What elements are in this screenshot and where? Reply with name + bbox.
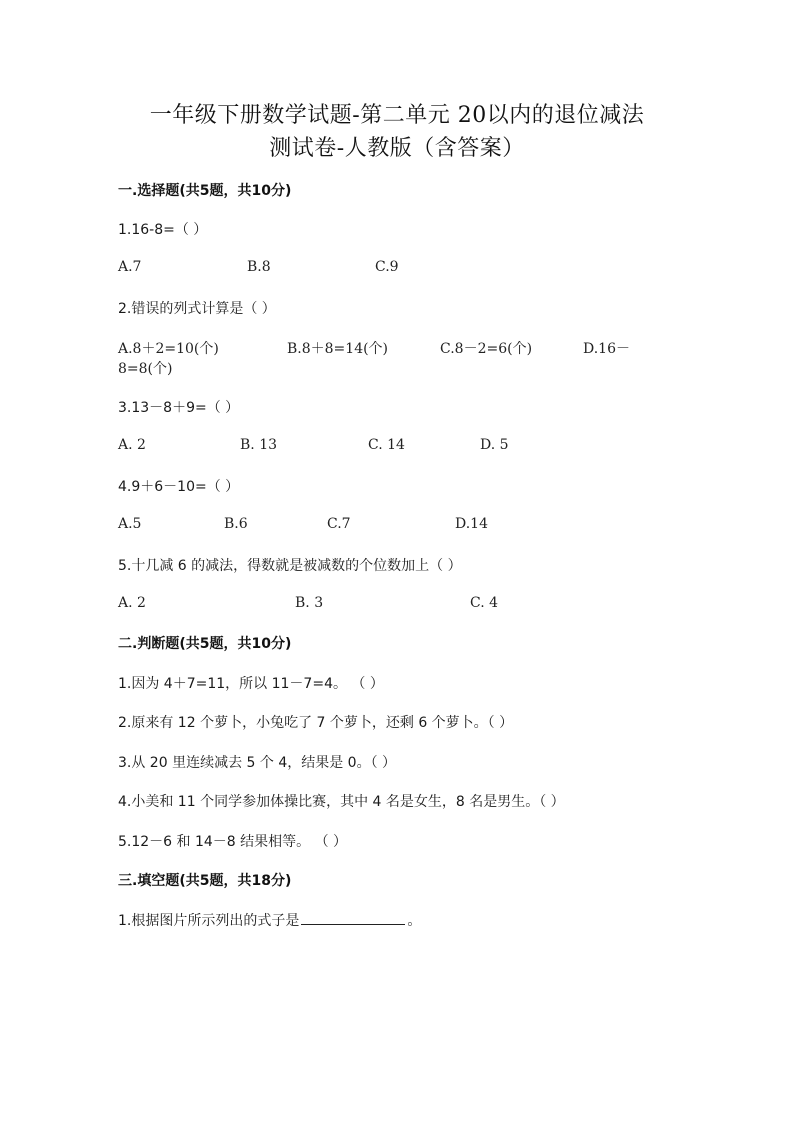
s1-question-3: 3.13－8＋9=（ ）	[118, 400, 240, 416]
s1-q4-option-d: D.14	[455, 516, 488, 532]
s3-q1-prompt: 1.根据图片所示列出的式子是	[118, 913, 300, 929]
s3-q1-end: 。	[407, 913, 422, 929]
s2-statement-5: 5.12－6 和 14－8 结果相等。 （ ）	[118, 834, 348, 850]
s1-q3-option-a: A. 2	[118, 437, 146, 453]
s1-q3-option-c: C. 14	[368, 437, 405, 453]
doc-title-line1: 一年级下册数学试题-第二单元 20以内的退位减法	[149, 103, 645, 128]
doc-title-line2: 测试卷-人教版（含答案）	[269, 136, 525, 161]
s1-question-2: 2.错误的列式计算是（ ）	[118, 301, 276, 317]
section2-header: 二.判断题(共5题，共10分)	[118, 636, 292, 652]
s1-q2-option-c: C.8－2=6(个)	[440, 341, 533, 357]
s1-q2-option-d-wrap: 8=8(个)	[118, 361, 173, 377]
s3-question-1	[118, 910, 421, 930]
answer-blank[interactable]	[301, 910, 405, 925]
s1-question-4: 4.9＋6－10=（ ）	[118, 479, 240, 495]
s1-q4-option-c: C.7	[327, 516, 351, 532]
section1-header: 一.选择题(共5题，共10分)	[118, 183, 292, 199]
s1-question-1: 1.16-8=（ ）	[118, 222, 208, 238]
s1-question-5: 5.十几减 6 的减法，得数就是被减数的个位数加上（ ）	[118, 558, 462, 574]
s2-statement-1: 1.因为 4＋7=11，所以 11－7=4。 （ ）	[118, 676, 384, 692]
s1-q5-option-a: A. 2	[118, 595, 146, 611]
s1-q4-option-a: A.5	[118, 516, 142, 532]
s1-q5-option-b: B. 3	[295, 595, 324, 611]
s1-q1-option-b: B.8	[247, 259, 271, 275]
s2-statement-2: 2.原来有 12 个萝卜，小兔吃了 7 个萝卜，还剩 6 个萝卜。（ ）	[118, 715, 514, 731]
s1-q5-option-c: C. 4	[470, 595, 499, 611]
s1-q2-option-d: D.16－	[583, 341, 630, 357]
s1-q1-option-c: C.9	[375, 259, 399, 275]
s1-q4-option-b: B.6	[224, 516, 248, 532]
s1-q3-option-b: B. 13	[240, 437, 278, 453]
section3-header: 三.填空题(共5题，共18分)	[118, 873, 292, 889]
s2-statement-4: 4.小美和 11 个同学参加体操比赛，其中 4 名是女生，8 名是男生。（ ）	[118, 794, 565, 810]
s1-q2-option-a: A.8＋2=10(个)	[118, 341, 219, 357]
s1-q1-option-a: A.7	[118, 259, 142, 275]
s2-statement-3: 3.从 20 里连续减去 5 个 4，结果是 0。（ ）	[118, 755, 397, 771]
s1-q2-option-b: B.8＋8=14(个)	[287, 341, 389, 357]
s1-q3-option-d: D. 5	[480, 437, 509, 453]
